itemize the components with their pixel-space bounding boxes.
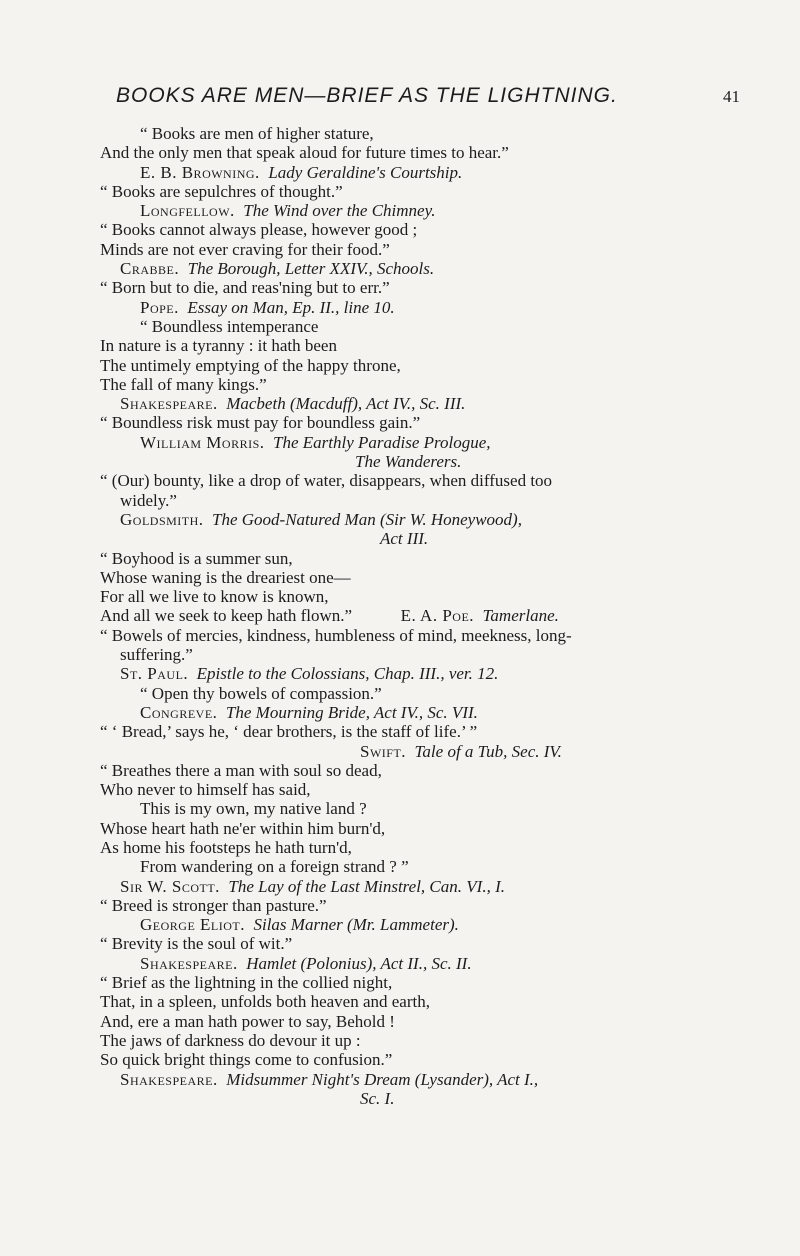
citation-work: The Lay of the Last Minstrel, Can. VI., I. (228, 876, 505, 896)
quotation-entry (100, 413, 740, 471)
citation-author: Shakespeare. (140, 953, 238, 973)
citation-work: The Earthly Paradise Prologue, (273, 432, 491, 452)
citation-work: Macbeth (Macduff), Act IV., Sc. III. (226, 394, 466, 414)
quotation-entry (100, 722, 740, 761)
quote-line: In nature is a tyranny : it hath been (100, 336, 337, 356)
quote-line: “ Brief as the lightning in the collied night, (100, 973, 393, 993)
quotation-entry (100, 896, 740, 935)
quote-line: Minds are not ever craving for their food.” (100, 239, 390, 259)
citation-author: Sir W. Scott. (120, 876, 220, 896)
quotation-entry (100, 934, 740, 973)
citation-work: Silas Marner (Mr. Lammeter). (253, 915, 459, 935)
quote-line: widely.” (120, 490, 177, 510)
quote-line: suffering.” (120, 645, 193, 665)
citation (100, 163, 740, 182)
quotation-entry (100, 471, 740, 548)
quote-line: “ Brevity is the soul of wit.” (100, 934, 293, 954)
citation (100, 259, 740, 278)
page-header (100, 84, 740, 114)
citation-work-continued: The Wanderers. (355, 452, 462, 472)
citation (100, 298, 740, 317)
citation (100, 915, 740, 934)
quote-line: “ Boyhood is a summer sun, (100, 548, 293, 568)
citation-work: The Wind over the Chimney. (243, 201, 436, 221)
quote-line: For all we live to know is known, (100, 587, 329, 607)
citation-author: St. Paul. (120, 664, 189, 684)
citation-work: Lady Geraldine's Courtship. (268, 162, 463, 182)
quote-line: Who never to himself has said, (100, 780, 311, 800)
quotation-entry (100, 124, 740, 182)
citation-work: Tamerlane. (482, 606, 559, 626)
citation-work: The Borough, Letter XXIV., Schools. (187, 259, 435, 279)
quote-line: And, ere a man hath power to say, Behold ! (100, 1011, 395, 1031)
quote-line: That, in a spleen, unfolds both heaven and earth, (100, 992, 430, 1012)
citation-work: Epistle to the Colossians, Chap. III., ver. 12. (196, 664, 499, 684)
quote-line: Whose heart hath ne'er within him burn'd, (100, 818, 386, 838)
citation-work-continued: Sc. I. (360, 1088, 395, 1108)
citation (100, 742, 740, 761)
quote-line: “ Books are men of higher stature, (140, 124, 374, 143)
quote-line: This is my own, my native land ? (140, 799, 367, 819)
running-head: BOOKS ARE MEN—BRIEF AS THE LIGHTNING. (116, 84, 618, 107)
citation-author: Swift. (360, 741, 407, 761)
citation-author: Longfellow. (140, 201, 235, 221)
citation (100, 703, 740, 722)
citation-work-continued: Act III. (380, 529, 429, 549)
quote-line: “ Books are sepulchres of thought.” (100, 181, 343, 201)
page-number: 41 (723, 87, 740, 106)
citation-author: Shakespeare. (120, 394, 218, 414)
quotation-list (100, 124, 740, 1108)
citation (100, 433, 740, 452)
quotation-entry (100, 973, 740, 1108)
citation-author: Congreve. (140, 702, 218, 722)
quote-line: “ Breathes there a man with soul so dead, (100, 760, 382, 780)
quote-line-text: And all we seek to keep hath flown.” (100, 606, 353, 626)
quote-line: As home his footsteps he hath turn'd, (100, 837, 352, 857)
citation-author: Shakespeare. (120, 1069, 218, 1089)
citation-author: Goldsmith. (120, 509, 204, 529)
citation (100, 664, 740, 683)
quotation-entry (100, 684, 740, 723)
quote-line: And the only men that speak aloud for future times to hear.” (100, 143, 509, 163)
quotation-entry (100, 549, 740, 626)
quote-line: The untimely emptying of the happy throne, (100, 355, 401, 375)
quotation-entry (100, 317, 740, 413)
quote-line: “ Books cannot always please, however good ; (100, 220, 418, 240)
citation (100, 394, 740, 413)
quote-line: From wandering on a foreign strand ? ” (140, 857, 409, 877)
citation-author: Pope. (140, 297, 179, 317)
quote-line: “ (Our) bounty, like a drop of water, disappears, when diffused too (100, 471, 553, 491)
quote-line: Whose waning is the dreariest one— (100, 567, 351, 587)
citation (100, 877, 740, 896)
citation (100, 510, 740, 529)
citation-work: The Mourning Bride, Act IV., Sc. VII. (225, 702, 478, 722)
citation-author: Crabbe. (120, 259, 180, 279)
quote-line: The jaws of darkness do devour it up : (100, 1030, 361, 1050)
quote-line: So quick bright things come to confusion.” (100, 1050, 393, 1070)
quote-line: “ Boundless intemperance (140, 316, 319, 336)
quote-line: “ ‘ Bread,’ says he, ‘ dear brothers, is the staff of life.’ ” (100, 722, 478, 742)
citation-author: George Eliot. (140, 915, 245, 935)
citation-work: The Good-Natured Man (Sir W. Honeywood), (212, 509, 522, 529)
quotation-entry (100, 220, 740, 278)
quotation-entry (100, 278, 740, 317)
quote-line: “ Breed is stronger than pasture.” (100, 895, 327, 915)
quotation-entry (100, 761, 740, 896)
citation (100, 1070, 740, 1089)
citation-work: Essay on Man, Ep. II., line 10. (187, 297, 395, 317)
citation-author: E. B. Browning. (140, 162, 260, 182)
citation-work: Hamlet (Polonius), Act II., Sc. II. (246, 953, 472, 973)
citation-author: E. A. Poe. (400, 606, 475, 626)
quote-line: “ Born but to die, and reas'ning but to err.” (100, 278, 390, 298)
quote-line: “ Boundless risk must pay for boundless gain.” (100, 413, 421, 433)
citation-work: Tale of a Tub, Sec. IV. (414, 741, 562, 761)
quote-line: “ Open thy bowels of compassion.” (140, 683, 382, 703)
quotation-entry (100, 182, 740, 221)
citation (100, 954, 740, 973)
citation-work: Midsummer Night's Dream (Lysander), Act I., (226, 1069, 539, 1089)
citation (100, 201, 740, 220)
quote-line: The fall of many kings.” (100, 374, 267, 394)
quotation-entry (100, 626, 740, 684)
quote-line: “ Bowels of mercies, kindness, humbleness of mind, meekness, long- (100, 625, 572, 645)
quote-line (100, 606, 740, 625)
citation-author: William Morris. (140, 432, 265, 452)
